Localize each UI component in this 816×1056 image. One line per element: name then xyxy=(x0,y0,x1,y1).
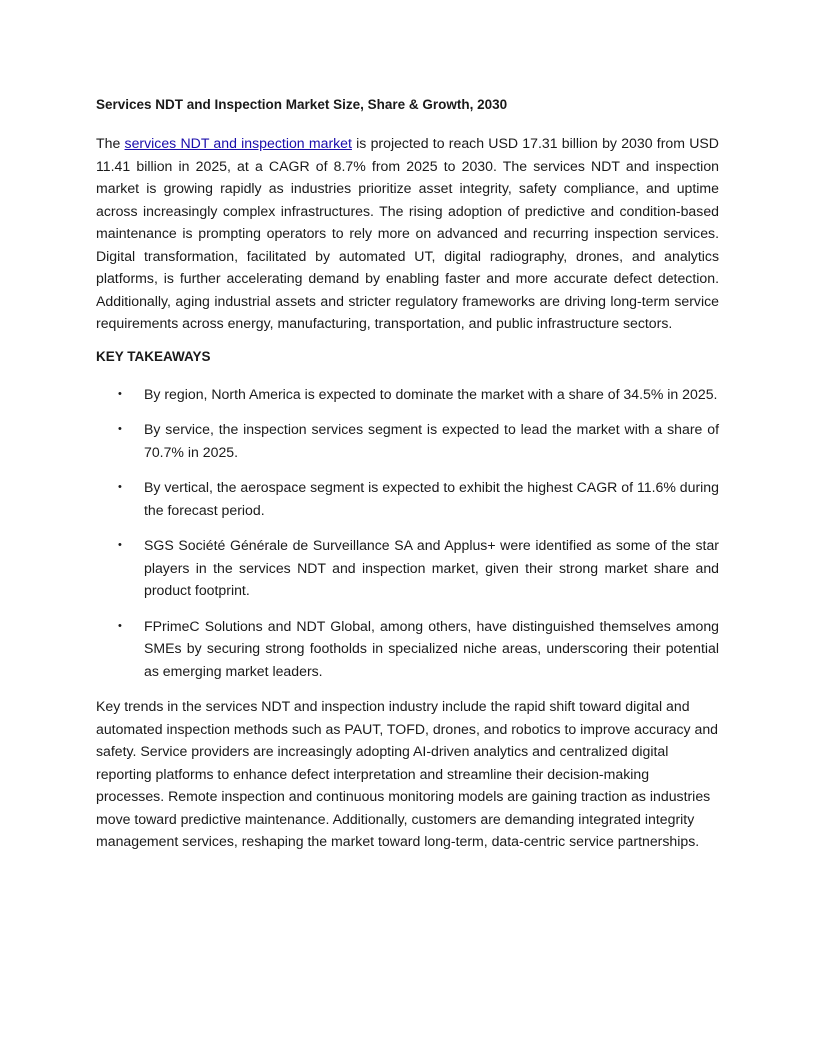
intro-paragraph xyxy=(96,132,719,335)
document-page xyxy=(96,96,719,853)
list-item xyxy=(96,418,719,463)
list-item-text: SGS Société Générale de Surveillance SA and Applus+ were identified as some of the star players in the services NDT and inspection market, given their strong market share and product footprint. xyxy=(144,537,719,598)
list-item xyxy=(96,615,719,683)
bullet-icon: • xyxy=(118,387,122,400)
list-item-text: By vertical, the aerospace segment is expected to exhibit the highest CAGR of 11.6% during the forecast period. xyxy=(144,479,719,518)
intro-text-after-link: is projected to reach USD 17.31 billion by 2030 from USD 11.41 billion in 2025, at a CAGR of 8.7% from 2025 to 2030. The services NDT and inspection market is growing rapidly as industries prioritize asset integrity, safety compliance, and uptime across increasingly complex infrastructures. The rising adoption of predictive and condition-based maintenance is prompting operators to rely more on advanced and recurring inspection services. Digital transformation, facilitated by automated UT, digital radiography, drones, and analytics platforms, is further accelerating demand by enabling faster and more accurate defect detection. Additionally, aging industrial assets and stricter regulatory frameworks are driving long-term service requirements across energy, manufacturing, transportation, and public infrastructure sectors. xyxy=(96,135,719,331)
key-takeaways-list xyxy=(96,383,719,683)
intro-text-before-link: The xyxy=(96,135,125,151)
list-item xyxy=(96,383,719,406)
document-title: Services NDT and Inspection Market Size, Share & Growth, 2030 xyxy=(96,97,508,112)
bullet-icon: • xyxy=(118,539,122,551)
list-item xyxy=(96,534,719,602)
bullet-icon: • xyxy=(118,423,122,435)
list-item xyxy=(96,476,719,521)
key-takeaways-heading: KEY TAKEAWAYS xyxy=(96,348,211,364)
list-item-text: By service, the inspection services segment is expected to lead the market with a share of 70.7% in 2025. xyxy=(144,421,719,460)
trends-paragraph: Key trends in the services NDT and inspection industry include the rapid shift toward digital and automated inspection methods such as PAUT, TOFD, drones, and robotics to improve accuracy and safety. Service providers are increasingly adopting AI-driven analytics and centralized digital reporting platforms to enhance defect interpretation and streamline their decision-making processes. Remote inspection and continuous monitoring models are gaining traction as industries move toward predictive maintenance. Additionally, customers are demanding integrated integrity management services, reshaping the market toward long-term, data-centric service partnerships. xyxy=(96,698,719,849)
bullet-icon: • xyxy=(118,619,122,632)
list-item-text: FPrimeC Solutions and NDT Global, among others, have distinguished themselves among SMEs by securing strong footholds in specialized niche areas, underscoring their potential as emerging market leaders. xyxy=(144,617,719,679)
market-link[interactable]: services NDT and inspection market xyxy=(124,135,352,151)
bullet-icon: • xyxy=(118,481,122,493)
list-item-text: By region, North America is expected to dominate the market with a share of 34.5% in 2025. xyxy=(144,385,718,402)
